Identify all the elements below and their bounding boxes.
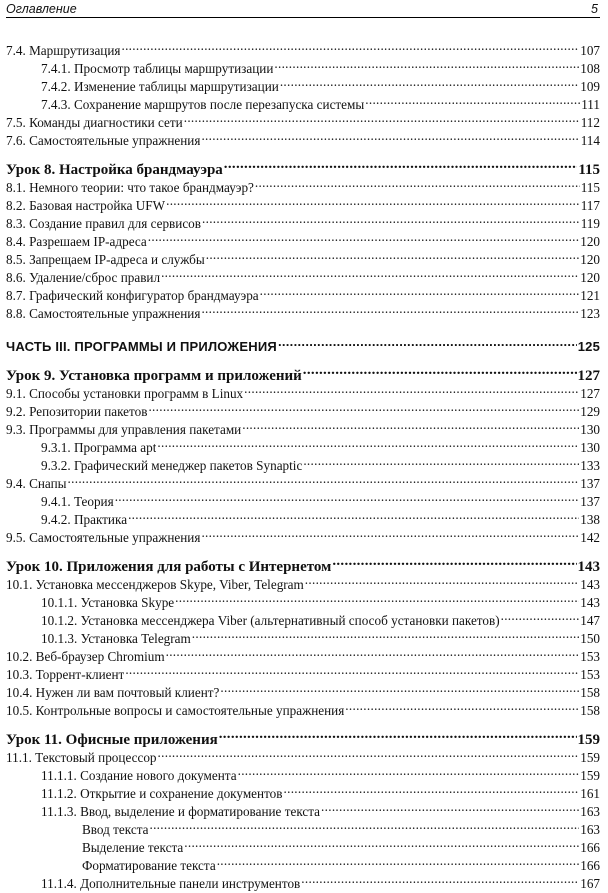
toc-chapter-entry: [6, 552, 600, 575]
dot-leader: [220, 679, 579, 697]
toc-entry-title: 11.1.4. Дополнительные панели инструментов: [41, 876, 301, 891]
dot-leader: [501, 607, 580, 625]
toc-entry-page: 133: [580, 458, 600, 473]
toc-entry: [6, 488, 600, 509]
toc-entry-title: Выделение текста: [82, 840, 184, 855]
toc-entry-title: 11.1.3. Ввод, выделение и форматирование текста: [41, 804, 321, 819]
toc-entry-title: 10.3. Торрент-клиент: [6, 667, 125, 682]
toc-entry-page: 107: [580, 43, 600, 58]
dot-leader: [305, 571, 579, 589]
toc-entry-page: 130: [580, 422, 600, 437]
toc-entry-page: 127: [577, 368, 600, 384]
dot-leader: [148, 228, 579, 246]
toc-entry-title: Урок 11. Офисные приложения: [6, 732, 218, 748]
dot-leader: [184, 109, 580, 127]
toc-entry-title: 8.7. Графический конфигуратор брандмауэра: [6, 288, 259, 303]
toc-entry-title: 10.4. Нужен ли вам почтовый клиент?: [6, 685, 220, 700]
toc-part-entry: [6, 332, 600, 354]
dot-leader: [280, 73, 579, 91]
dot-leader: [224, 155, 578, 174]
toc-entry-page: 129: [580, 404, 600, 419]
toc-entry-page: 142: [580, 530, 600, 545]
toc-entry-page: 111: [581, 97, 600, 112]
toc-entry-title: 11.1. Текстовый процессор: [6, 750, 157, 765]
toc-entry-page: 166: [580, 840, 600, 855]
toc-entry-page: 143: [580, 577, 600, 592]
toc-entry-page: 159: [577, 732, 600, 748]
toc-entry-page: 117: [580, 198, 600, 213]
toc-entry-title: Урок 10. Приложения для работы с Интернетом: [6, 559, 332, 575]
toc-entry-title: 9.5. Самостоятельные упражнения: [6, 530, 201, 545]
toc-entry-title: 9.4.2. Практика: [41, 512, 128, 527]
dot-leader: [321, 798, 579, 816]
header-page-number: 5: [591, 2, 598, 16]
toc-entry-title: 11.1.2. Открытие и сохранение документов: [41, 786, 283, 801]
dot-leader: [121, 37, 579, 55]
toc-entry-page: 114: [580, 133, 600, 148]
toc-entry-title: 9.3.2. Графический менеджер пакетов Synaptic: [41, 458, 303, 473]
toc-entry-page: 147: [580, 613, 600, 628]
toc-entry-title: 8.5. Запрещаем IP-адреса и службы: [6, 252, 205, 267]
dot-leader: [303, 452, 579, 470]
dot-leader: [332, 552, 576, 571]
dot-leader: [284, 780, 580, 798]
dot-leader: [219, 725, 577, 744]
toc-entry-page: 143: [580, 595, 600, 610]
dot-leader: [238, 762, 580, 780]
dot-leader: [301, 870, 579, 888]
dot-leader: [201, 127, 579, 145]
toc-entry-page: 125: [577, 339, 600, 354]
toc-entry-title: 7.5. Команды диагностики сети: [6, 115, 183, 130]
toc-entry-title: ЧАСТЬ III. ПРОГРАММЫ И ПРИЛОЖЕНИЯ: [6, 339, 277, 354]
dot-leader: [125, 661, 579, 679]
toc-chapter-entry: [6, 725, 600, 748]
toc-entry-page: 166: [580, 858, 600, 873]
toc-entry-title: 10.1.2. Установка мессенджера Viber (альтернативный способ установки пакетов): [41, 613, 500, 628]
toc-entry-page: 159: [580, 750, 600, 765]
toc-entry-title: 10.1.1. Установка Skype: [41, 595, 175, 610]
toc-entry-title: Урок 8. Настройка брандмауэра: [6, 162, 223, 178]
toc-entry-page: 108: [580, 61, 600, 76]
toc-entry-title: 8.1. Немного теории: что такое брандмауэр?: [6, 180, 254, 195]
toc-entry-title: 9.4. Снапы: [6, 476, 67, 491]
dot-leader: [365, 91, 580, 109]
dot-leader: [166, 192, 580, 210]
toc-entry-page: 161: [580, 786, 600, 801]
dot-leader: [206, 246, 580, 264]
toc-entry-page: 163: [580, 822, 600, 837]
dot-leader: [201, 300, 579, 318]
toc-entry-page: 150: [580, 631, 600, 646]
toc-entry-title: 8.2. Базовая настройка UFW: [6, 198, 166, 213]
toc-entry-title: 7.4.1. Просмотр таблицы маршрутизации: [41, 61, 274, 76]
toc-entry-page: 127: [580, 386, 600, 401]
toc-entry-title: 10.1.3. Установка Telegram: [41, 631, 191, 646]
dot-leader: [158, 744, 580, 762]
dot-leader: [184, 834, 579, 852]
dot-leader: [217, 852, 580, 870]
dot-leader: [201, 524, 579, 542]
toc-entry-page: 158: [580, 685, 600, 700]
toc-entry-page: 115: [578, 162, 600, 178]
dot-leader: [175, 589, 579, 607]
toc-entry-page: 153: [580, 667, 600, 682]
toc-entry-title: Урок 9. Установка программ и приложений: [6, 368, 302, 384]
dot-leader: [166, 643, 580, 661]
dot-leader: [244, 380, 579, 398]
dot-leader: [157, 434, 579, 452]
dot-leader: [260, 282, 580, 300]
toc-entry-page: 120: [580, 270, 600, 285]
toc-entry-title: 8.6. Удаление/сброс правил: [6, 270, 161, 285]
toc-entry-page: 112: [580, 115, 600, 130]
dot-leader: [274, 55, 579, 73]
toc-entry-title: 10.2. Веб-браузер Chromium: [6, 649, 165, 664]
toc-entry-title: 10.5. Контрольные вопросы и самостоятельные упражнения: [6, 703, 345, 718]
toc-entry: [6, 37, 600, 58]
dot-leader: [149, 816, 579, 834]
toc-entry-title: 9.1. Способы установки программ в Linux: [6, 386, 244, 401]
toc-entry-title: 11.1.1. Создание нового документа: [41, 768, 237, 783]
dot-leader: [115, 488, 580, 506]
toc-entry-title: 7.6. Самостоятельные упражнения: [6, 133, 201, 148]
toc-entry-page: 130: [580, 440, 600, 455]
dot-leader: [202, 210, 580, 228]
toc-entry-title: 7.4. Маршрутизация: [6, 43, 121, 58]
dot-leader: [192, 625, 579, 643]
toc-entry-page: 109: [580, 79, 600, 94]
header-title: Оглавление: [6, 2, 77, 16]
toc-entry-page: 123: [580, 306, 600, 321]
toc-entry-title: 9.2. Репозитории пакетов: [6, 404, 148, 419]
toc-entry-title: 9.3. Программы для управления пакетами: [6, 422, 242, 437]
toc-entry-title: Ввод текста: [82, 822, 149, 837]
toc-entry-page: 119: [580, 216, 600, 231]
dot-leader: [161, 264, 579, 282]
toc-entry-title: 7.4.2. Изменение таблицы маршрутизации: [41, 79, 279, 94]
toc-chapter-entry: [6, 361, 600, 384]
toc-entry-page: 143: [577, 559, 600, 575]
toc-entry-page: 120: [580, 234, 600, 249]
toc-entry-title: Форматирование текста: [82, 858, 216, 873]
dot-leader: [303, 361, 577, 380]
dot-leader: [345, 697, 579, 715]
toc-entry-page: 120: [580, 252, 600, 267]
toc-entry-page: 137: [580, 494, 600, 509]
dot-leader: [128, 506, 579, 524]
toc-entry-title: 9.3.1. Программа apt: [41, 440, 157, 455]
toc-entry-title: 9.4.1. Теория: [41, 494, 114, 509]
running-header: [6, 2, 600, 18]
toc-entry-title: 8.8. Самостоятельные упражнения: [6, 306, 201, 321]
toc-entry-page: 115: [580, 180, 600, 195]
toc-entry-page: 138: [580, 512, 600, 527]
toc-entry-page: 158: [580, 703, 600, 718]
toc-entry-title: 8.4. Разрешаем IP-адреса: [6, 234, 147, 249]
toc-entry-title: 8.3. Создание правил для сервисов: [6, 216, 202, 231]
toc-entry-title: 7.4.3. Сохранение маршрутов после перезапуска системы: [41, 97, 365, 112]
toc-entry-page: 163: [580, 804, 600, 819]
dot-leader: [255, 174, 580, 192]
toc-entry-title: 10.1. Установка мессенджеров Skype, Viber, Telegram: [6, 577, 304, 592]
toc-entry-page: 153: [580, 649, 600, 664]
toc-entry-page: 137: [580, 476, 600, 491]
table-of-contents: [6, 37, 600, 891]
dot-leader: [278, 332, 577, 351]
toc-chapter-entry: [6, 155, 600, 178]
dot-leader: [68, 470, 580, 488]
toc-entry: [6, 470, 600, 491]
toc-entry-page: 167: [580, 876, 600, 891]
dot-leader: [242, 416, 579, 434]
dot-leader: [148, 398, 579, 416]
toc-entry-page: 121: [580, 288, 600, 303]
toc-entry-page: 159: [580, 768, 600, 783]
